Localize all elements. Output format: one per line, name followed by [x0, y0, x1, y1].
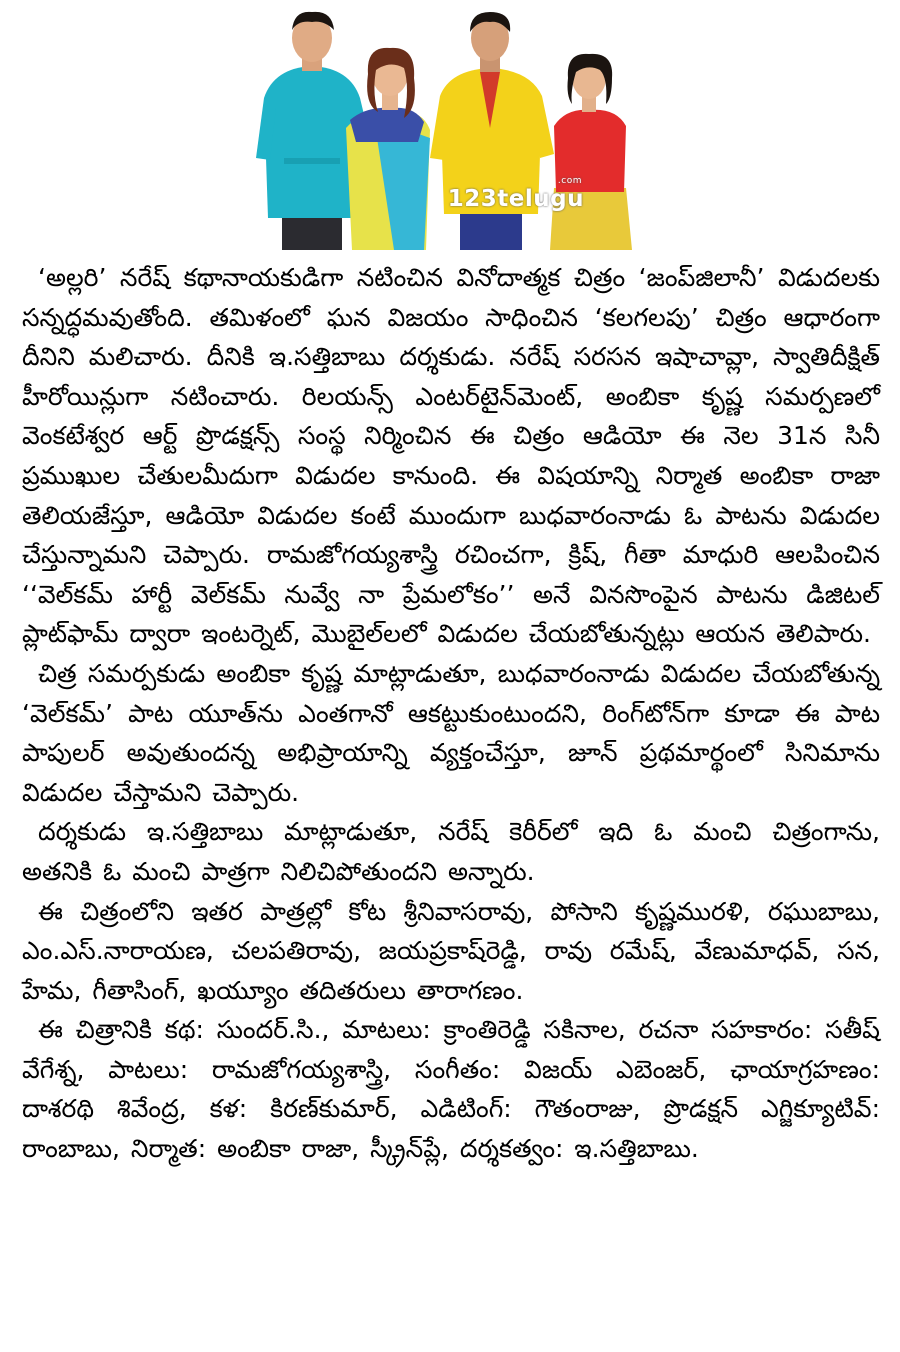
article-paragraph: ఈ చిత్రంలోని ఇతర పాత్రల్లో కోట శ్రీనివాసరావు, పోసాని కృష్ణమురళి, రఘుబాబు, ఎం.ఎస్.నారాయణ, చలపతిరావు, జయప్రకాష్‌రెడ్డి, రావు రమేష్, వేణుమాధవ్, సన, హేమ, గీతాసింగ్, ఖయ్యూం తదితరులు తారాగణం. — [22, 896, 880, 1005]
article-paragraph: చిత్ర సమర్పకుడు అంబికా కృష్ణ మాట్లాడుతూ, బుధవారంనాడు విడుదల చేయబోతున్న ‘వెల్‌కమ్’ పాట యూత్‌ను ఎంతగానో ఆకట్టుకుంటుందని, రింగ్‌టోన్‌గా కూడా ఈ పాట పాపులర్ అవుతుందన్న అభిప్రాయాన్ని వ్యక్తంచేస్తూ, జూన్ ప్రథమార్థంలో సినిమాను విడుదల చేస్తామని చెప్పారు. — [22, 658, 880, 807]
article-paragraph: ‘అల్లరి’ నరేష్ కథానాయకుడిగా నటించిన వినోదాత్మక చిత్రం ‘జంప్‌జిలానీ’ విడుదలకు సన్నద్ధమవుతోంది. తమిళంలో ఘన విజయం సాధించిన ‘కలగలపు’ చిత్రం ఆధారంగా దీనిని మలిచారు. దీనికి ఇ.సత్తిబాబు దర్శకుడు. నరేష్ సరసన ఇషాచావ్లా, స్వాతిదీక్షిత్ హీరోయిన్లుగా నటించారు. రిలయన్స్ ఎంటర్‌టైన్‌మెంట్, అంబికా కృష్ణ సమర్పణలో వెంకటేశ్వర ఆర్ట్ ప్రొడక్షన్స్ సంస్థ నిర్మించిన ఈ చిత్రం ఆడియో ఈ నెల 31న సినీ ప్రముఖుల చేతులమీదుగా విడుదల కానుంది. ఈ విషయాన్ని నిర్మాత అంబికా రాజా తెలియజేస్తూ, ఆడియో విడుదల కంటే ముందుగా బుధవారంనాడు ఓ పాటను విడుదల చేస్తున్నామని చెప్పారు. రామజోగయ్యశాస్త్రి రచించగా, క్రిష్, గీతా మాధురి ఆలపించిన ‘‘వెల్‌కమ్ హార్టీ వెల్‌కమ్ నువ్వే నా ప్రేమలోకం’’ అనే వినసొంపైన పాటను డిజిటల్ ప్లాట్‌ఫామ్ ద్వారా ఇంటర్నెట్, మొబైల్‌లలో విడుదల చేయబోతున్నట్లు ఆయన తెలిపారు. — [22, 263, 880, 649]
watermark-text: 123telugu — [447, 186, 584, 212]
cast-illustration — [254, 8, 646, 250]
article-body — [22, 258, 880, 1169]
movie-promo-photo — [254, 8, 646, 250]
watermark-suffix: .com — [557, 176, 582, 186]
article-paragraph: దర్శకుడు ఇ.సత్తిబాబు మాట్లాడుతూ, నరేష్ కెరీర్‌లో ఇది ఓ మంచి చిత్రంగాను, అతనికి ఓ మంచి పాత్రగా నిలిచిపోతుందని అన్నారు. — [22, 817, 880, 886]
article-paragraph: ఈ చిత్రానికి కథ: సుందర్.సి., మాటలు: క్రాంతిరెడ్డి సకినాల, రచనా సహకారం: సతీష్ వేగేశ్న, పాటలు: రామజోగయ్యశాస్త్రి, సంగీతం: విజయ్ ఎబెంజర్, ఛాయాగ్రహణం: దాశరథి శివేంద్ర, కళ: కిరణ్‌కుమార్, ఎడిటింగ్: గౌతంరాజు, ప్రొడక్షన్ ఎగ్జిక్యూటివ్: రాంబాబు, నిర్మాత: అంబికా రాజా, స్క్రీన్‌ప్లే, దర్శకత్వం: ఇ.సత్తిబాబు. — [22, 1015, 880, 1164]
site-watermark — [447, 176, 584, 212]
